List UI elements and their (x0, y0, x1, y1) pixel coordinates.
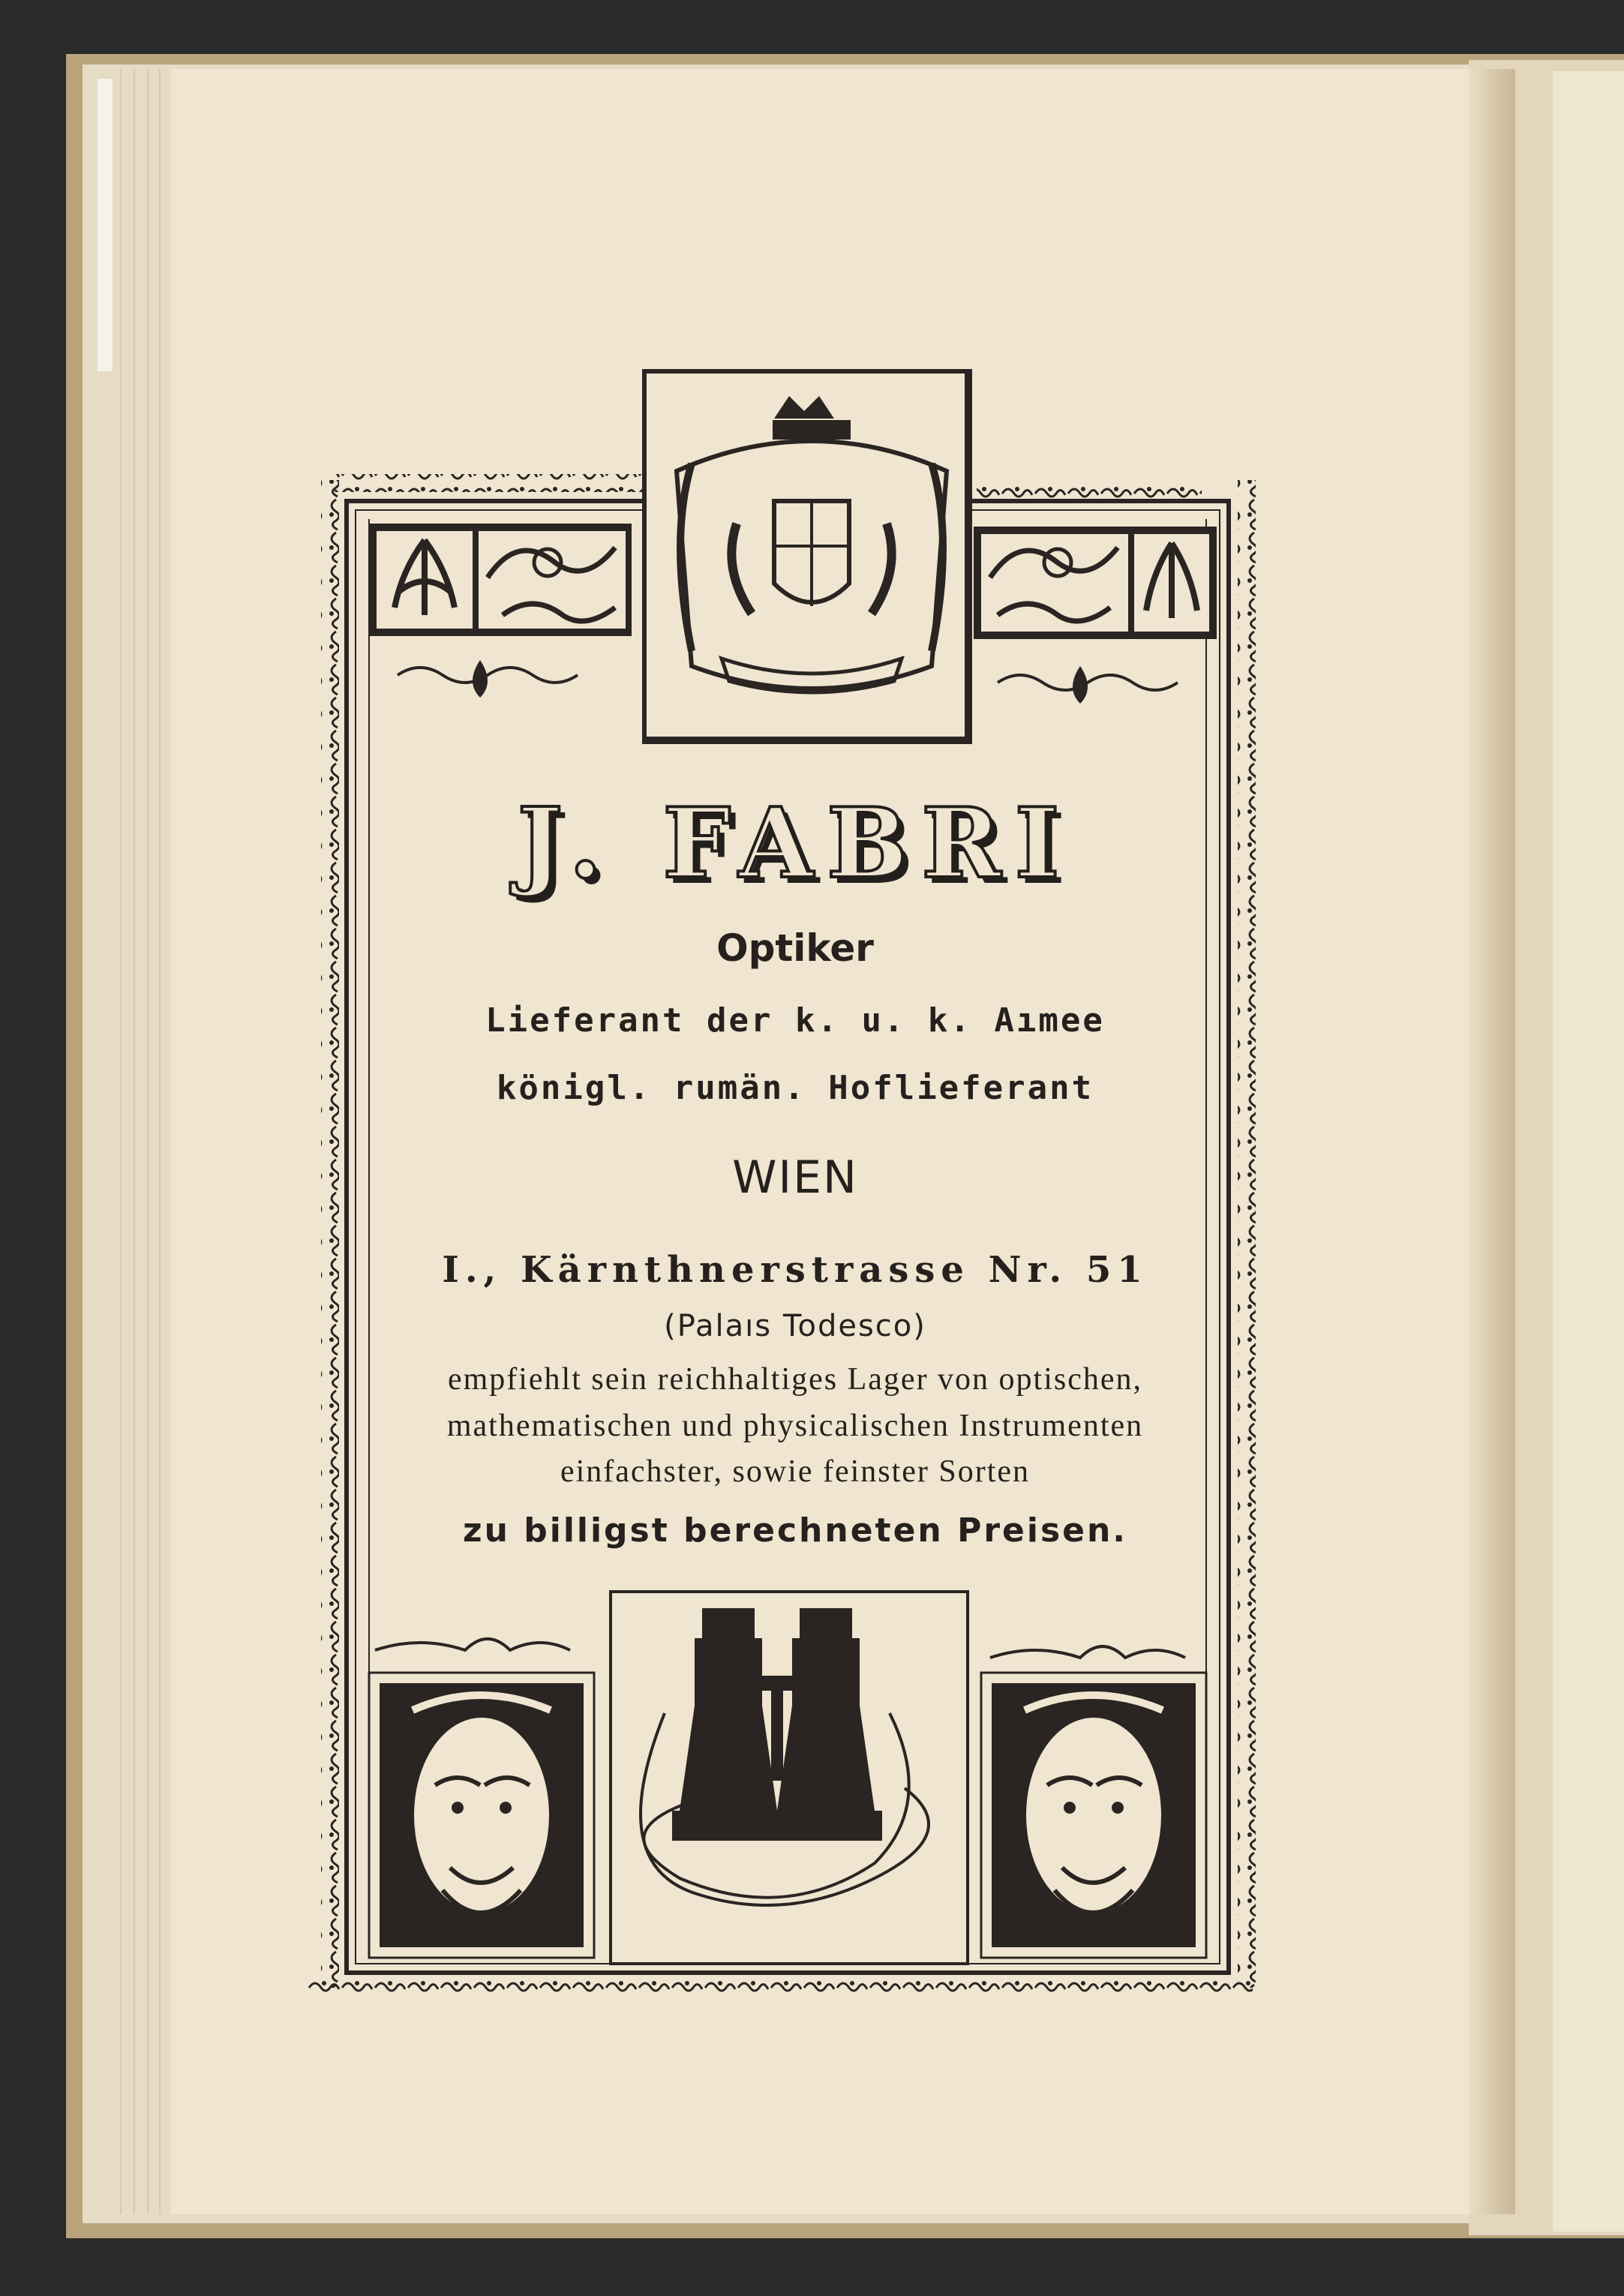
binoculars-panel (609, 1590, 969, 1965)
description-line: einfachster, sowie feinster Sorten (560, 1454, 1031, 1489)
city: WIEN (732, 1151, 858, 1204)
description-line: mathematischen und physicalischen Instrumenten (446, 1409, 1144, 1443)
crest-panel (642, 369, 972, 744)
mask-ornament-left (369, 1639, 594, 1958)
address: I., Kärnthnerstrasse Nr. 51 (442, 1249, 1148, 1291)
profession: Optiker (716, 926, 874, 970)
griffin-ornament-right (974, 527, 1217, 639)
closing-line: zu billigst berechneten Preisen. (462, 1511, 1128, 1550)
warrant-line-1: Lieferant der k. u. k. Aımee (485, 1001, 1105, 1040)
mask-ornament-right (981, 1646, 1206, 1958)
right-page-leaf-inner (1553, 71, 1624, 2231)
griffin-ornament-left (369, 524, 632, 636)
warrant-line-2: königl. rumän. Hoflieferant (496, 1069, 1094, 1107)
advertisement (308, 465, 1283, 2003)
advertiser-name: J. FABRI (517, 788, 1073, 900)
coat-of-arms-icon (647, 374, 962, 734)
book-gutter (1469, 69, 1515, 2214)
building-name: (Palaıs Todesco) (664, 1309, 926, 1343)
bookmark-strip (98, 79, 113, 371)
description-line: empfiehlt sein reichhaltiges Lager von optischen, (447, 1362, 1143, 1397)
binoculars-icon (612, 1593, 966, 1962)
